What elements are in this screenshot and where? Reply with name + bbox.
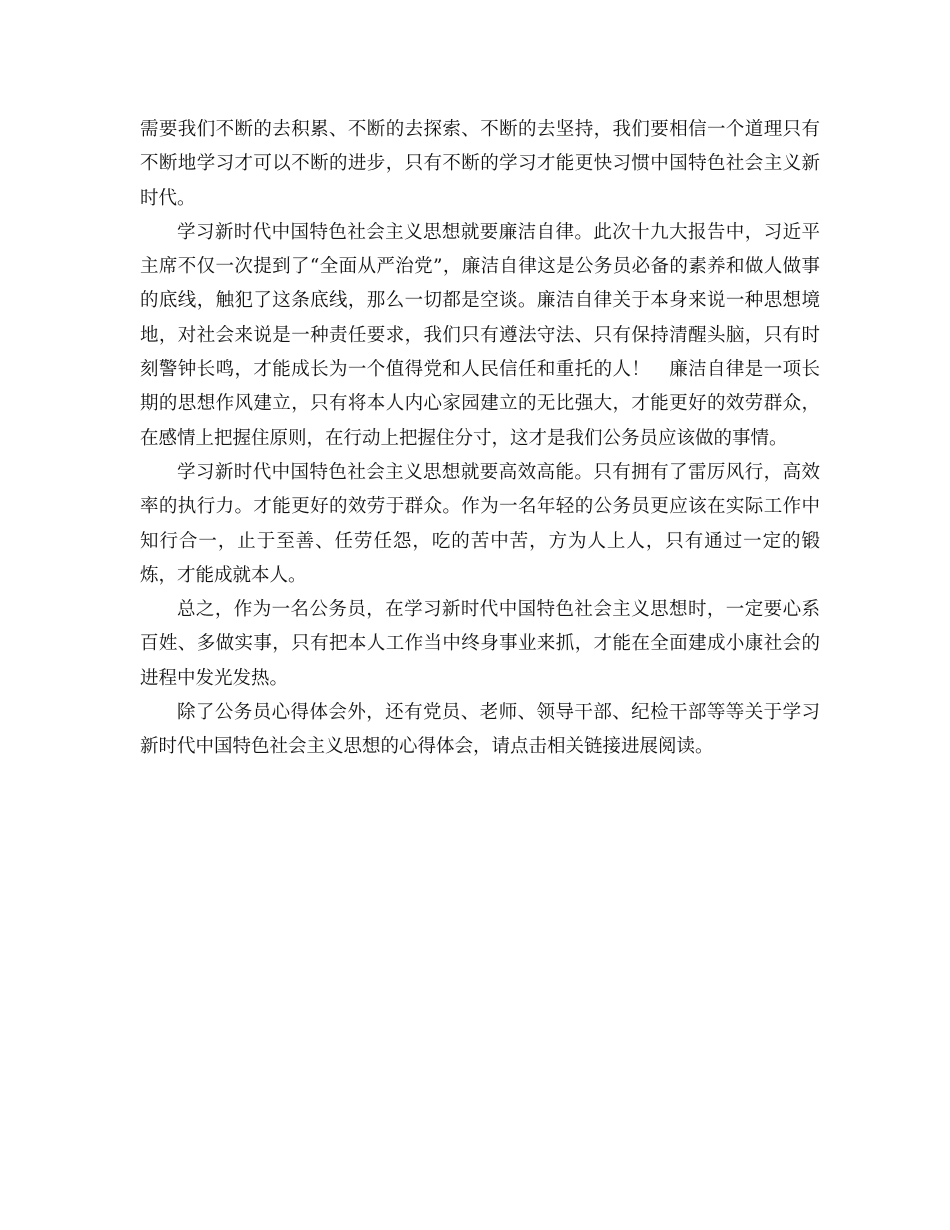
paragraph-integrity: 学习新时代中国特色社会主义思想就要廉洁自律。此次十九大报告中，习近平主席不仅一次提到了“全面从严治党”，廉洁自律这是公务员必备的素养和做人做事的底线，触犯了这条底线，那么一切都是空谈。廉洁自律关于本身来说一种思想境地，对社会来说是一种责任要求，我们只有遵法守法、只有保持清醒头脑，只有时刻警钟长鸣，才能成长为一个值得党和人民信任和重托的人！ 廉洁自律是一项长期的思想作风建立，只有将本人内心家园建立的无比强大，才能更好的效劳群众，在感情上把握住原则，在行动上把握住分寸，这才是我们公务员应该做的事情。 [140, 221, 820, 449]
paragraph-related-links: 除了公务员心得体会外，还有党员、老师、领导干部、纪检干部等等关于学习新时代中国特色社会主义思想的心得体会，请点击相关链接进展阅读。 [140, 702, 820, 758]
paragraph-efficiency: 学习新时代中国特色社会主义思想就要高效高能。只有拥有了雷厉风行，高效率的执行力。才能更好的效劳于群众。作为一名年轻的公务员更应该在实际工作中知行合一，止于至善、任劳任怨，吃的苦中苦，方为人上人，只有通过一定的锻炼，才能成就本人。 [140, 461, 820, 586]
paragraph-continuation: 需要我们不断的去积累、不断的去探索、不断的去坚持，我们要相信一个道理只有不断地学习才可以不断的进步，只有不断的学习才能更快习惯中国特色社会主义新时代。 [140, 119, 820, 209]
document-body [140, 113, 820, 765]
paragraph-conclusion: 总之，作为一名公务员，在学习新时代中国特色社会主义思想时，一定要心系百姓、多做实事，只有把本人工作当中终身事业来抓，才能在全面建成小康社会的进程中发光发热。 [140, 599, 820, 689]
